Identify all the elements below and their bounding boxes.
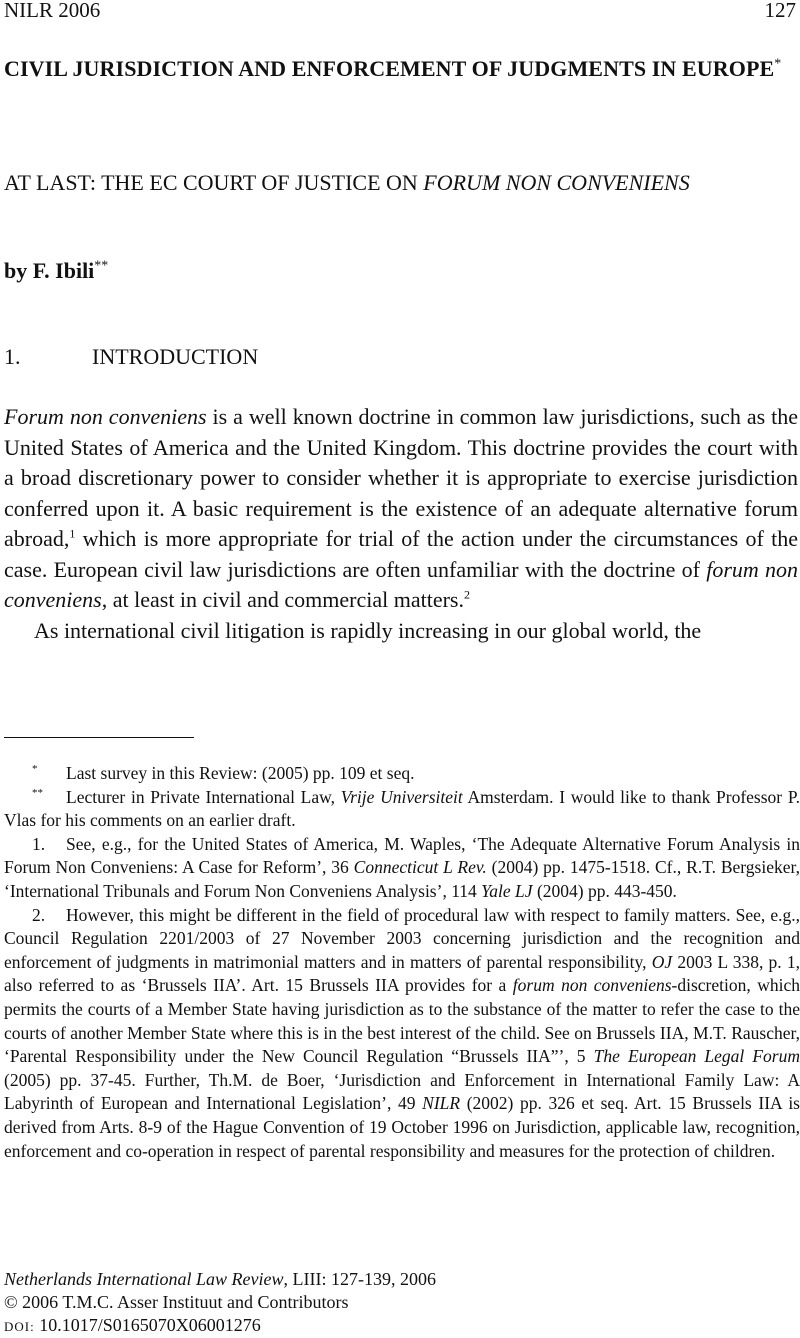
footnote-1 [4,833,800,904]
footnote-2 [4,904,800,1164]
section-heading [4,344,258,370]
running-header [4,0,796,22]
text-run: is a well known doctrine in common law jurisdictions, such as the United States of America and the United Kingdom. This doctrine provides the court with a broad discretionary power to consider whether it is appropriate to exercise jurisdiction conferred upon it. A basic requirement is the existence of an adequate alternative forum abroad, [4,404,798,551]
footnote-text: (2004) pp. 1475-1518. Cf., R.T. Bergsieker, ‘International Tribunals and Forum Non Conveniens Analysis’, 114 [4,857,800,901]
author-footnote-marker[interactable]: ** [94,258,109,274]
footnote-mark-glyph: * [32,763,38,776]
title-text: CIVIL JURISDICTION AND ENFORCEMENT OF JUDGMENTS IN EUROPE [4,56,775,81]
footnote-mark [32,762,66,786]
footnote-star [4,762,800,786]
title-footnote-marker[interactable]: * [774,56,782,72]
footnote-text: 2003 L 338, p. 1, also referred to as ‘Brussels IIA’. Art. 15 Brussels IIA provides for a [4,951,800,996]
footnote-text: Last survey in this Review: (2005) pp. 109 et seq. [66,763,415,783]
author-name: by F. Ibili [4,258,95,283]
italic-term: Forum non conveniens [4,404,207,429]
footnote-mark: 2. [32,904,46,925]
doi-label: DOI: [4,1319,35,1334]
page-footer [4,1268,794,1338]
text-run: which is more appropriate for trial of the action under the circumstances of the case. European civil law jurisdictions are often unfamiliar with the doctrine of [4,526,798,582]
section-number: 1. [4,344,21,369]
copyright-line: © 2006 T.M.C. Asser Instituut and Contributors [4,1292,349,1312]
citation-line [4,1268,794,1291]
author-line [4,258,108,284]
footnote-text: However, this might be different in the field of procedural law with respect to family matters. See, e.g., Council Regulation 2201/2003 of 27 November 2003 concerning jurisdiction and the recognition and enforcement of judgments in matrimonial matters and in matters of parental responsibility, [4,904,800,972]
footnote-double-star [4,786,800,833]
footnote-text: (2002) pp. 326 et seq. Art. 15 Brussels IIA is derived from Arts. 8-9 of the Hague Convention of 19 October 1996 on Jurisdiction, applicable law, recognition, enforcement and co-operation in respect of parental responsibility and measures for the protection of children. [4,1093,800,1161]
journal-name: NILR 2006 [4,0,101,22]
footnote-text: (2004) pp. 443-450. [532,880,677,901]
volume-info: , LIII: 127-139, 2006 [283,1269,436,1289]
footnote-mark-glyph: ** [32,786,43,799]
italic-term: forum non conveniens [4,556,798,612]
footnote-italic: forum non conveniens [512,975,672,996]
subtitle-italic: FORUM NON CONVENIENS [423,170,690,195]
footnote-ref-2[interactable]: 2 [464,587,470,602]
text-run: , at least in civil and commercial matters. [101,587,464,612]
footnote-italic: The European Legal Forum [593,1046,800,1067]
footnote-italic: Yale LJ [481,880,533,901]
footnote-mark [32,786,66,810]
section-title: INTRODUCTION [92,344,259,369]
footnote-text: (2005) pp. 37-45. Further, Th.M. de Boer, ‘Jurisdiction and Enforcement in International Family Law: A Labyrinth of European and International Legislation’, 49 [4,1069,800,1114]
subtitle-text: AT LAST: THE EC COURT OF JUSTICE ON [4,170,424,195]
footnote-text: Lecturer in Private International Law, [66,786,341,807]
footnote-ref-1[interactable]: 1 [69,526,76,541]
paragraph: As international civil litigation is rapidly increasing in our global world, the [34,617,702,643]
article-subtitle [4,170,794,196]
footnote-italic: NILR [422,1093,461,1114]
footnote-text: Amsterdam. I would like to thank Professor P. Vlas for his comments on an earlier draft. [4,786,800,831]
footnote-text: -discretion, which permits the courts of a Member State having jurisdiction as to the substance of the matter to refer the case to the courts of another Member State where this is in the best interest of the child. See on Brussels IIA, M.T. Rauscher, ‘Parental Responsibility under the New Council Regulation “Brussels IIA”’, 5 [4,975,800,1067]
footnotes [4,762,800,1163]
doi-link[interactable]: 10.1017/S0165070X06001276 [34,1315,261,1335]
doi-line[interactable] [4,1314,794,1338]
footnote-italic: Connecticut L Rev. [353,857,487,878]
page-number: 127 [764,0,796,22]
journal-title: Netherlands International Law Review [4,1269,284,1289]
body-text [4,402,798,646]
article-title [4,54,784,84]
footnote-divider [4,737,194,738]
paragraph [4,402,798,616]
footnote-text: See, e.g., for the United States of America, M. Waples, ‘The Adequate Alternative Forum Analysis in Forum Non Conveniens: A Case for Reform’, 36 [4,833,800,878]
footnote-italic: OJ [651,951,673,972]
footnote-italic: Vrije Universiteit [340,786,463,807]
footnote-mark: 1. [32,833,46,854]
